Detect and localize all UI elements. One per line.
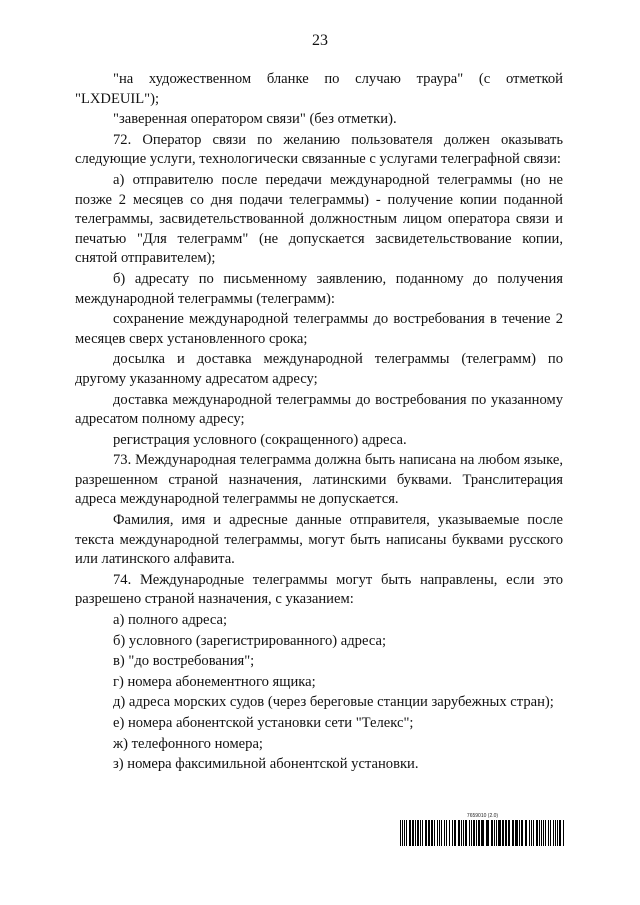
document-stamp: [400, 813, 565, 846]
paragraph: 74. Международные телеграммы могут быть направлены, если это разрешено страной назначения, с указанием:: [75, 571, 563, 608]
paragraph: а) отправителю после передачи международной телеграммы (но не позже 2 месяцев со дня подачи телеграммы) - получение копии поданной телеграммы, засвидетельствованной должностным лицом оператора связи и печатью "Для телеграмм" (не допускается засвидетельствование копии, снятой отправителем);: [75, 171, 563, 267]
paragraph: Фамилия, имя и адресные данные отправителя, указываемые после текста международной телеграммы, могут быть написаны буквами русского или латинского алфавита.: [75, 512, 563, 568]
stamp-code: 7659010 (2.0): [466, 813, 499, 819]
paragraph: 72. Оператор связи по желанию пользователя должен оказывать следующие услуги, технологически связанные с услугами телеграфной связи:: [75, 131, 563, 168]
document-body: [75, 70, 563, 775]
paragraph: 73. Международная телеграмма должна быть написана на любом языке, разрешенном страной назначения, латинскими буквами. Транслитерация адреса международной телеграммы не допускается.: [75, 452, 563, 508]
list-item: г) номера абонементного ящика;: [113, 673, 316, 690]
list-item: а) полного адреса;: [113, 612, 228, 629]
list-item: е) номера абонентской установки сети "Телекс";: [113, 715, 414, 731]
paragraph: сохранение международной телеграммы до востребования в течение 2 месяцев сверх установленного срока;: [75, 311, 563, 347]
paragraph: регистрация условного (сокращенного) адреса.: [113, 431, 407, 448]
list-item: д) адреса морских судов (через береговые станции зарубежных стран);: [113, 694, 554, 711]
list-item: в) "до востребования";: [113, 653, 255, 670]
paragraph: доставка международной телеграммы до востребования по указанному адресатом полному адресу;: [75, 391, 563, 428]
paragraph: "на художественном бланке по случаю траура" (с отметкой "LXDEUIL");: [75, 71, 563, 107]
paragraph: б) адресату по письменному заявлению, поданному до получения международной телеграммы (телеграмм):: [75, 270, 563, 307]
list-item: ж) телефонного номера;: [113, 735, 263, 752]
paragraph: досылка и доставка международной телеграммы (телеграмм) по другому указанному адресатом адресу;: [75, 351, 563, 387]
page-number: 23: [312, 32, 328, 49]
list-item: б) условного (зарегистрированного) адреса;: [113, 632, 387, 649]
barcode-icon: [400, 820, 565, 846]
list-item: з) номера факсимильной абонентской установки.: [113, 756, 419, 773]
paragraph: "заверенная оператором связи" (без отметки).: [113, 111, 397, 128]
